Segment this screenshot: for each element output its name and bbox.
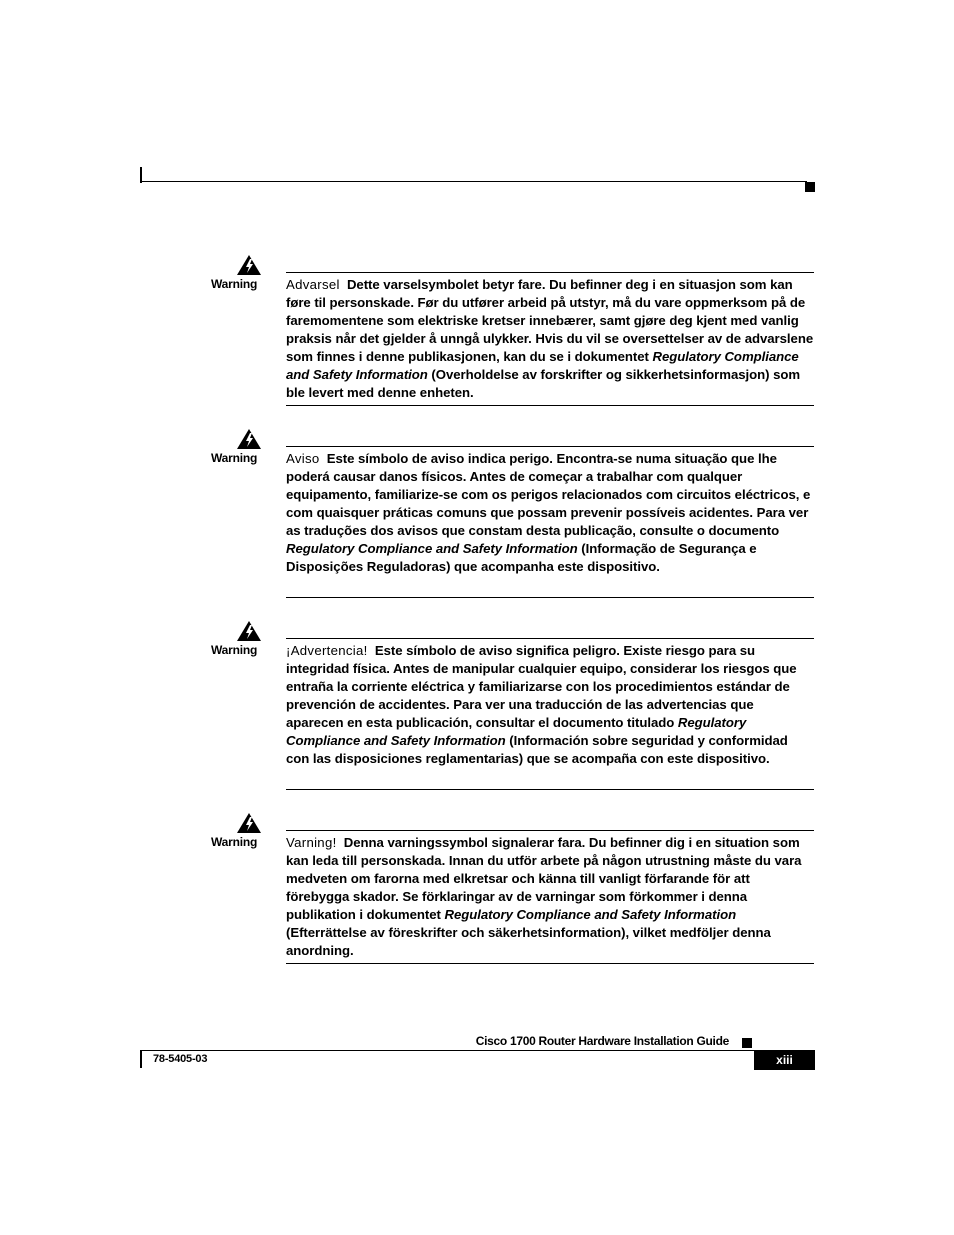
warning-icon [236,620,262,642]
footer-doc-number: 78-5405-03 [153,1053,208,1065]
warning-text-after: (Overholdelse av forskrifter og sikkerhetsinformasjon) som ble levert med denne enheten. [286,367,801,400]
footer-marker [742,1038,752,1048]
warning-icon [236,254,262,276]
warning-rule-bottom [286,789,814,790]
warning-text-before: Dette varselsymbolet betyr fare. Du befinner deg i en situasjon som kan føre til personskade. Før du utfører arbeid på utstyr, må du vare oppmerksom på de faremomentene som elektriske kretser innebærer, samt gjøre deg kjent med vanlig praksis når det gjelder å unngå ulykker. Hvis du vil se oversettelser av de advarslene som finnes i denne publikasjonen, kan du se i dokumentet [286,277,814,364]
footer-guide-title: Cisco 1700 Router Hardware Installation Guide [475,1034,729,1048]
warning-text [286,450,814,576]
warning-label: Warning [211,451,258,465]
warning-lead: Aviso [286,451,320,466]
warning-text-before: Denna varningssymbol signalerar fara. Du befinner dig i en situation som kan leda till personskada. Innan du utför arbete på någon utrustning måste du vara medveten om farorna med elkretsar och känna till vanligt förfarande för att förebygga skador. Se förklaringar av de varningar som förkommer i denna publikation i dokumentet [286,835,802,922]
warning-rule-top [286,446,814,447]
footer-page-number: xiii [754,1050,815,1070]
warning-icon [236,812,262,834]
warning-rule-bottom [286,963,814,964]
warning-text-before: Este símbolo de aviso significa peligro. Existe riesgo para su integridad física. Antes de manipular cualquier equipo, considerar los riesgos que entraña la corriente eléctrica y familiarizarse con los procedimientos estándar de prevención de accidentes. Para ver una traducción de las advertencias que aparecen en esta publicación, consultar el documento titulado [286,643,797,730]
warning-rule-bottom [286,405,814,406]
warning-text [286,276,814,402]
header-rule [140,181,807,182]
warning-doc-title: Regulatory Compliance and Safety Information [286,715,747,748]
warning-rule-top [286,638,814,639]
warning-doc-title: Regulatory Compliance and Safety Information [286,349,799,382]
warning-lead: Advarsel [286,277,340,292]
footer-tick [140,1050,142,1068]
warning-text-after: (Efterrättelse av föreskrifter och säkerhetsinformation), vilket medföljer denna anordning. [286,925,771,958]
warning-text-after: (Información sobre seguridad y conformidad con las disposiciones reglamentarias) que se acompaña con este dispositivo. [286,733,788,766]
warning-rule-bottom [286,597,814,598]
warning-rule-top [286,830,814,831]
footer-rule [140,1050,755,1051]
warning-label: Warning [211,835,258,849]
warning-text-before: Este símbolo de aviso indica perigo. Encontra-se numa situação que lhe poderá causar danos físicos. Antes de começar a trabalhar com qualquer equipamento, familiarize-se com os perigos relacionados com circuitos eléctricos, e com quaisquer práticas comuns que possam prevenir possíveis acidentes. Para ver as traduções dos avisos que constam desta publicação, consulte o documento [286,451,811,538]
warning-lead: Varning! [286,835,337,850]
warning-doc-title: Regulatory Compliance and Safety Information [444,907,737,922]
warning-label: Warning [211,643,258,657]
warning-icon [236,428,262,450]
warning-doc-title: Regulatory Compliance and Safety Information [286,541,578,556]
warning-text [286,642,814,768]
warning-text-after: (Informação de Segurança e Disposições Reguladoras) que acompanha este dispositivo. [286,541,757,574]
warning-rule-top [286,272,814,273]
warning-text [286,834,814,960]
header-block [805,182,815,192]
warning-lead: ¡Advertencia! [286,643,368,658]
warning-label: Warning [211,277,258,291]
